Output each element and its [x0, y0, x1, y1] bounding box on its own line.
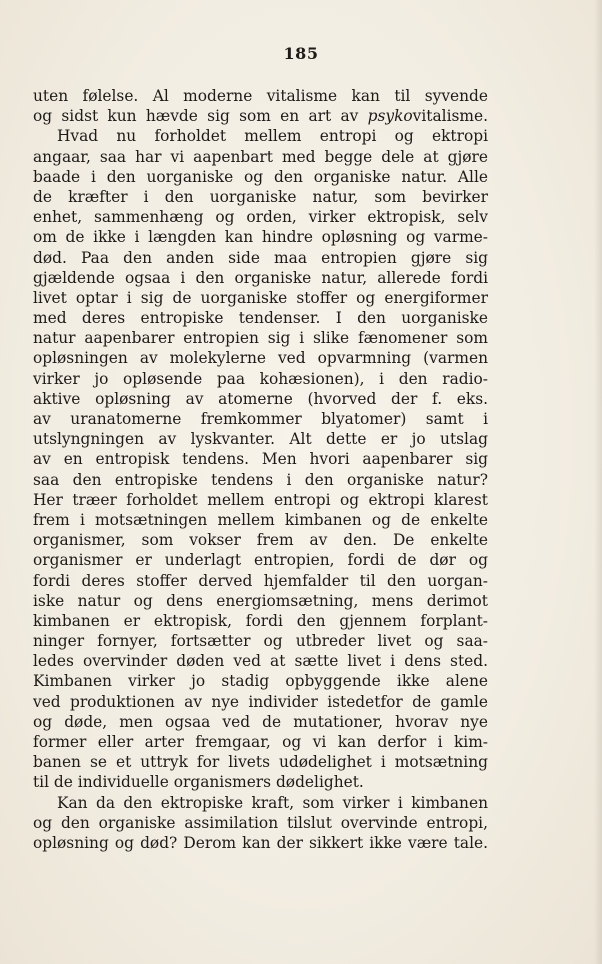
page-number: 185 [283, 44, 319, 63]
text-line: angaar, saa har vi aapenbart med begge dele at gjøre [33, 147, 488, 166]
body-text [33, 86, 488, 853]
text-line: om de ikke i længden kan hindre opløsning og varme- [33, 228, 488, 247]
text-run: vitalisme. [412, 107, 488, 126]
text-line: opløsningen av molekylerne ved opvarmning (varmen [33, 349, 488, 368]
text-line: baade i den uorganiske og den organiske natur. Alle [33, 167, 488, 186]
text-line: opløsning og død? Derom kan der sikkert ikke være tale. [33, 833, 488, 852]
text-line: utslyngningen av lyskvanter. Alt dette er jo utslag [33, 430, 488, 449]
text-line: livet optar i sig de uorganiske stoffer og energiformer [33, 288, 488, 307]
text-line: Kan da den ektropiske kraft, som virker i kimbanen [57, 793, 488, 812]
text-line: ved produktionen av nye individer istedetfor de gamle [33, 692, 488, 711]
text-line: Her træer forholdet mellem entropi og ektropi klarest [33, 490, 488, 509]
text-line: fordi deres stoffer derved hjemfalder til den uorgan- [33, 571, 488, 590]
text-line: Kimbanen virker jo stadig opbyggende ikke alene [33, 672, 488, 691]
text-line: død. Paa den anden side maa entropien gjøre sig [33, 248, 488, 267]
text-line: Hvad nu forholdet mellem entropi og ektropi [57, 127, 488, 146]
text-line: uten følelse. Al moderne vitalisme kan til syvende [33, 87, 488, 105]
text-line: de kræfter i den uorganiske natur, som bevirker [33, 187, 488, 206]
text-line: og den organiske assimilation tilslut overvinde entropi, [33, 813, 488, 832]
text-line: organismer, som vokser frem av den. De enkelte [33, 531, 488, 550]
text-line: gjældende ogsaa i den organiske natur, allerede fordi [33, 268, 488, 287]
text-line: av en entropisk tendens. Men hvori aapenbarer sig [33, 450, 488, 469]
emphasized-word: psyko [367, 107, 413, 126]
text-line: aktive opløsning av atomerne (hvorved der f. eks. [33, 389, 488, 408]
text-line [33, 106, 488, 126]
text-line: frem i motsætningen mellem kimbanen og de enkelte [33, 510, 488, 529]
text-line: til de individuelle organismers dødelighet. [33, 773, 364, 792]
text-line: banen se et uttryk for livets udødelighet i motsætning [33, 753, 488, 772]
text-line: med deres entropiske tendenser. I den uorganiske [33, 309, 488, 328]
text-run: og sidst kun hævde sig som en art av [33, 107, 368, 126]
text-line: kimbanen er ektropisk, fordi den gjennem forplant- [33, 611, 488, 630]
text-line: av uranatomerne fremkommer blyatomer) samt i [33, 410, 488, 428]
text-line: enhet, sammenhæng og orden, virker ektropisk, selv [33, 208, 488, 227]
text-line: virker jo opløsende paa kohæsionen), i den radio- [33, 369, 488, 388]
text-line: saa den entropiske tendens i den organiske natur? [33, 470, 488, 489]
text-line: iske natur og dens energiomsætning, mens derimot [33, 591, 488, 610]
text-line: ledes overvinder døden ved at sætte livet i dens sted. [33, 652, 488, 671]
text-line: former eller arter fremgaar, og vi kan derfor i kim- [33, 733, 488, 751]
text-line: og døde, men ogsaa ved de mutationer, hvorav nye [33, 712, 488, 731]
text-line: natur aapenbarer entropien sig i slike fænomener som [33, 329, 488, 348]
page-edge-shadow [594, 0, 602, 964]
text-line: ninger fornyer, fortsætter og utbreder livet og saa- [33, 632, 488, 651]
text-line: organismer er underlagt entropien, fordi de dør og [33, 551, 488, 570]
